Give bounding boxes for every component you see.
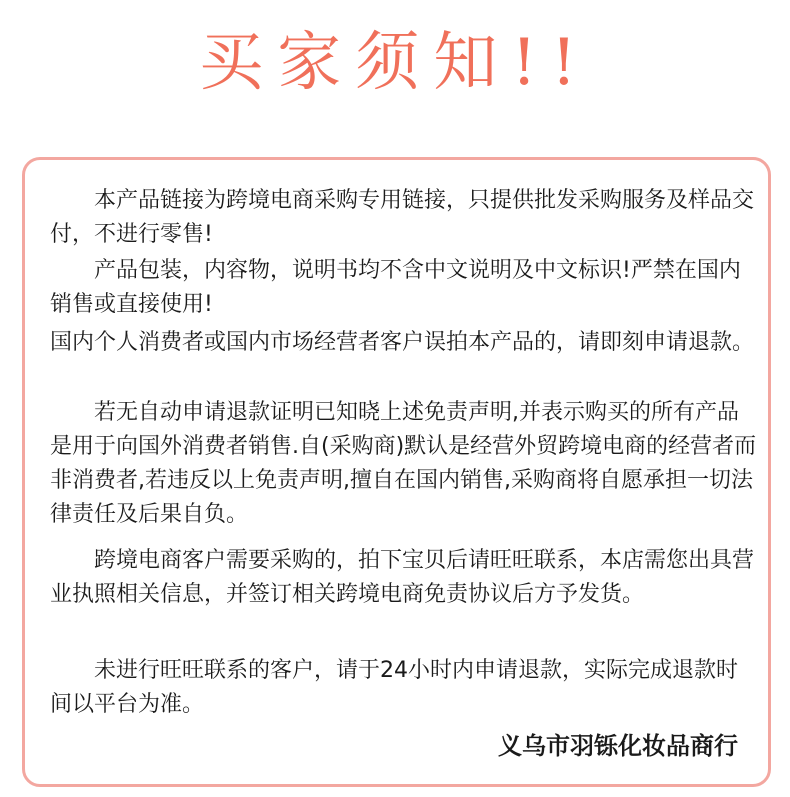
page-title: 买家须知!! — [199, 26, 591, 100]
notice-paragraph-1: 本产品链接为跨境电商采购专用链接，只提供批发采购服务及样品交付，不进行零售! — [50, 188, 755, 247]
notice-paragraph-4: 若无自动申请退款证明已知晓上述免责声明,并表示购买的所有产品是用于向国外消费者销售.自(采购商)默认是经营外贸跨境电商的经营者而非消费者,若违反以上免责声明,擅自在国内销售,采购商将自愿承担一切法律责任及后果自负。 — [50, 400, 757, 527]
notice-paragraph-3: 国内个人消费者或国内市场经营者客户误拍本产品的，请即刻申请退款。 — [50, 330, 755, 355]
notice-paragraph-6: 未进行旺旺联系的客户，请于24小时内申请退款，实际完成退款时间以平台为准。 — [50, 658, 738, 717]
shop-signature: 义乌市羽铄化妆品商行 — [498, 732, 738, 760]
notice-paragraph-5: 跨境电商客户需要采购的，拍下宝贝后请旺旺联系，本店需您出具营业执照相关信息，并签订相关跨境电商免责协议后方予发货。 — [50, 548, 755, 607]
notice-paragraph-2: 产品包装，内容物，说明书均不含中文说明及中文标识!严禁在国内销售或直接使用! — [50, 258, 741, 317]
